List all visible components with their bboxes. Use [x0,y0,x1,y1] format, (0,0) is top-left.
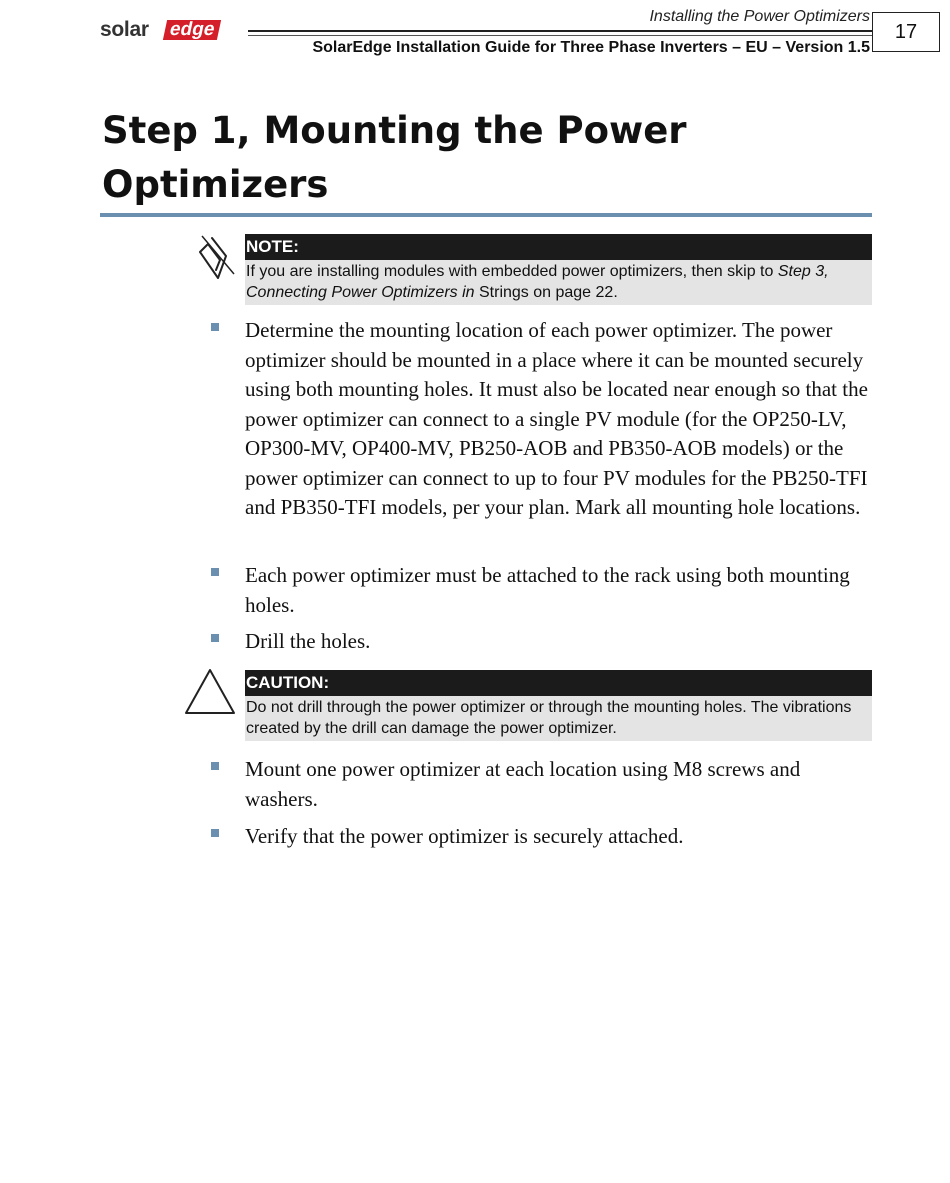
bullet-square-icon [211,568,219,576]
list-item: Verify that the power optimizer is securely attached. [245,824,684,848]
note-text-part2: Strings on page 22. [474,284,618,301]
caution-callout [245,670,872,741]
header-rule [248,30,872,32]
caution-label: CAUTION: [245,670,872,696]
list-item: Determine the mounting location of each power optimizer. The power optimizer should be mounted in a place where it can be mounted securely using both mounting holes. It must also be located near enough so that the power optimizer can connect to a single PV module (for the OP250-LV, OP300-MV, OP400-MV, PB250-AOB and PB350-AOB models) or the power optimizer can connect to up to four PV modules for the PB250-TFI and PB350-TFI models, per your plan. Mark all mounting hole locations. [245,318,868,519]
logo-edge-text: edge [163,20,222,40]
bullet-square-icon [211,634,219,642]
bullet-square-icon [211,323,219,331]
page-title: Step 1, Mounting the Power Optimizers [102,109,687,206]
note-text [245,260,872,305]
caution-triangle-icon [183,667,237,717]
note-text-italic: Step 3, Connecting Power Optimizers in [246,263,829,301]
note-text-part1: If you are installing modules with embedded power optimizers, then skip to [246,263,778,280]
page-number: 17 [872,12,940,52]
bullet-square-icon [211,762,219,770]
list-item: Mount one power optimizer at each location using M8 screws and washers. [245,757,801,811]
note-label: NOTE: [245,234,872,260]
caution-text: Do not drill through the power optimizer or through the mounting holes. The vibrations created by the drill can damage the power optimizer. [245,696,872,741]
paperclip-icon [196,230,240,282]
bullet-square-icon [211,829,219,837]
header-document-title: SolarEdge Installation Guide for Three Phase Inverters – EU – Version 1.5 [312,39,870,56]
list-item: Drill the holes. [245,629,371,653]
list-item: Each power optimizer must be attached to the rack using both mounting holes. [245,563,850,617]
title-divider [100,213,872,217]
header-section-title: Installing the Power Optimizers [649,8,870,25]
logo-solar-text: solar [100,18,149,41]
note-callout [245,234,872,305]
solaredge-logo [100,18,240,44]
header-rule-thin [248,35,872,36]
